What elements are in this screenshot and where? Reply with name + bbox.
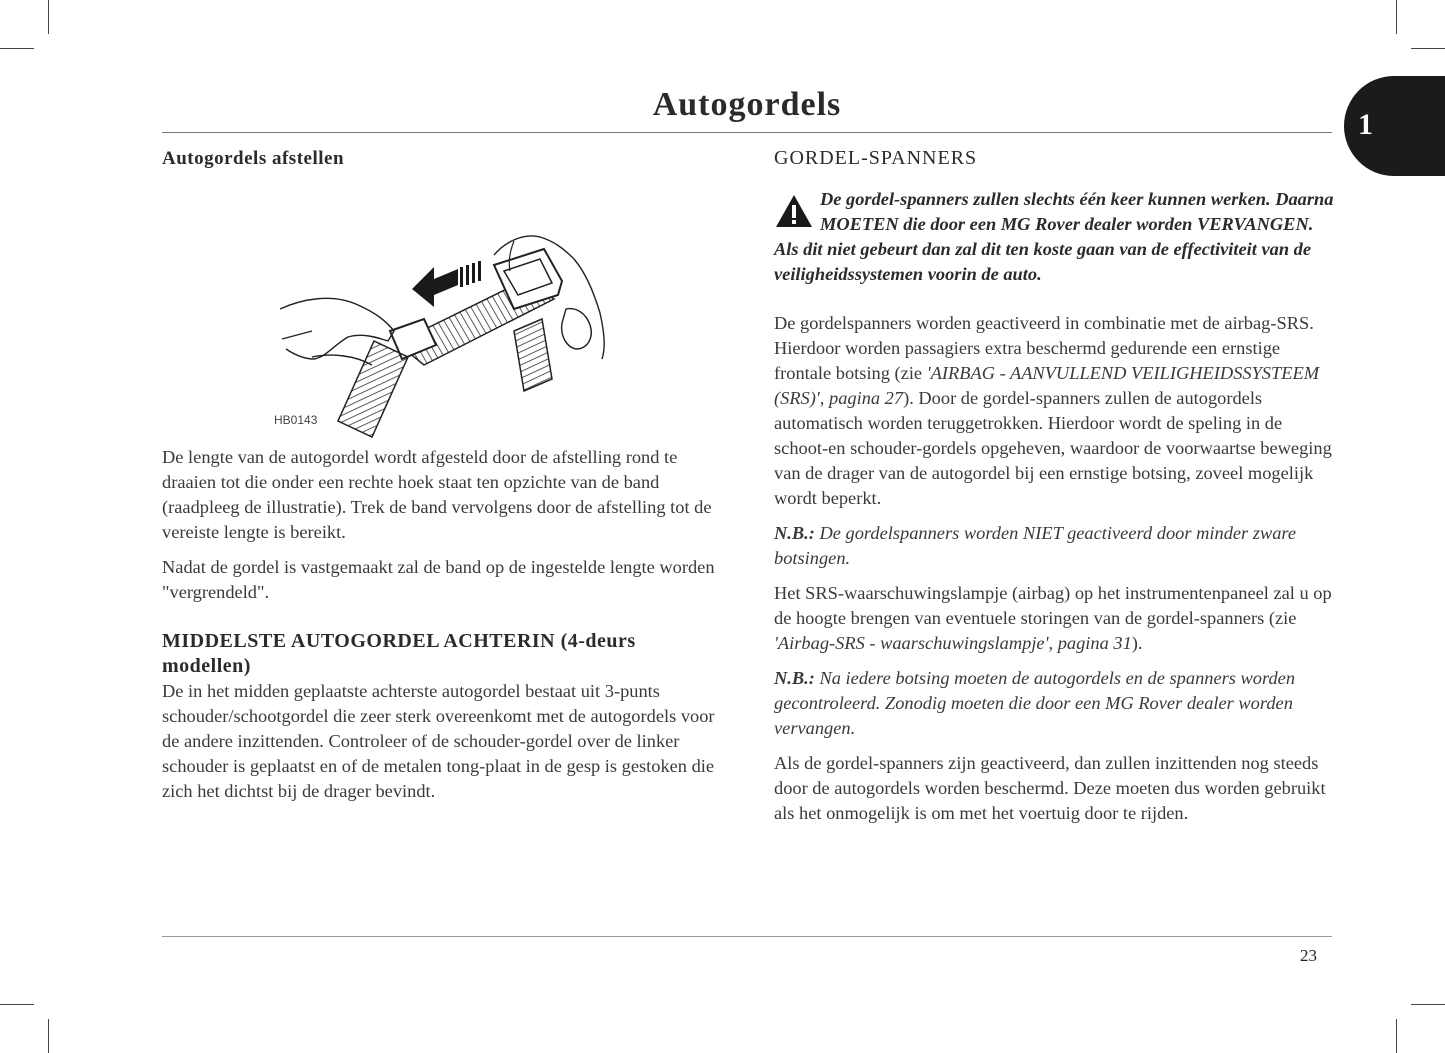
pretensioner-text-start: De gordelspanners worden geactiveerd in combinatie met de airbag-SRS. Hierdoor worden passagiers extra beschermd gedurende een ernstige frontale botsing (zie	[774, 313, 1314, 383]
note-1	[774, 521, 1334, 571]
warning-text: De gordel-spanners zullen slechts één keer kunnen werken. Daarna MOETEN die door een MG Rover dealer worden VERVANGEN. Als dit niet gebeurt dan zal dit ten koste gaan van de effectiviteit van de veiligheidssystemen voorin de auto.	[774, 189, 1334, 284]
note-2	[774, 666, 1334, 741]
chapter-tab	[1344, 76, 1445, 176]
pretensioner-paragraph	[774, 311, 1334, 511]
section-heading-middle-belt: MIDDELSTE AUTOGORDEL ACHTERIN (4-deurs modellen)	[162, 630, 636, 677]
belt-drawing	[162, 181, 718, 439]
title-rule	[162, 132, 1332, 133]
subheading-adjust: Autogordels afstellen	[162, 148, 345, 169]
middle-belt-paragraph: De in het midden geplaatste achterste autogordel bestaat uit 3-punts schouder/schootgordel die zeer sterk overeenkomt met de autogordels voor de andere inzittenden. Controleer of de schouder-gordel over de linker schouder is geplaatst en of de metalen tong-plaat in de gesp is gestoken die zich het dichtst bij de drager bevindt.	[162, 681, 715, 801]
left-column	[162, 146, 718, 804]
warning-block	[774, 187, 1334, 287]
page-number: 23	[1300, 946, 1317, 965]
airbag-reference-link[interactable]: 'AIRBAG - AANVULLEND VEILIGHEIDSSYSTEEM (SRS)', pagina 27	[774, 363, 1320, 408]
section-heading-pretensioners: GORDEL-SPANNERS	[774, 147, 978, 169]
locked-paragraph: Nadat de gordel is vastgemaakt zal de band op de ingestelde lengte worden "vergrendeld".	[162, 557, 715, 602]
activated-paragraph: Als de gordel-spanners zijn geactiveerd, dan zullen inzittenden nog steeds door de autogordels worden beschermd. Deze moeten dus worden gebruikt als het onmogelijk is om met het voertuig door te rijden.	[774, 753, 1326, 823]
warning-lamp-reference-link[interactable]: 'Airbag-SRS - waarschuwingslampje', pagina 31	[774, 633, 1132, 653]
belt-illustration	[162, 181, 718, 439]
chapter-number: 1	[1358, 108, 1373, 141]
crop-mark	[0, 48, 34, 49]
note-label: N.B.:	[774, 668, 815, 688]
crop-mark	[1411, 48, 1445, 49]
right-column	[774, 146, 1334, 826]
note-1-text: De gordelspanners worden NIET geactiveerd door minder zware botsingen.	[774, 523, 1297, 568]
crop-mark	[0, 1004, 34, 1005]
crop-mark	[48, 1019, 49, 1053]
warning-lamp-paragraph	[774, 581, 1334, 656]
crop-mark	[1396, 1019, 1397, 1053]
page-title: Autogordels	[652, 86, 842, 123]
warning-lamp-text-start: Het SRS-waarschuwingslampje (airbag) op het instrumentenpaneel zal u op de hoogte brengen van eventuele storingen van de gordel-spanners (zie	[774, 583, 1332, 628]
crop-mark	[48, 0, 49, 34]
note-2-text: Na iedere botsing moeten de autogordels en de spanners worden gecontroleerd. Zonodig moeten die door een MG Rover dealer worden vervangen.	[774, 668, 1296, 738]
pretensioner-text-end: ). Door de gordel-spanners zullen de autogordels automatisch worden teruggetrokken. Hierdoor wordt de speling in de schoot-en schouder-gordels opgeheven, waardoor de voorwaartse beweging van de drager van de autogordel bij een ernstige botsing, zoveel mogelijk wordt beperkt.	[774, 388, 1332, 508]
warning-lamp-text-end: ).	[1131, 633, 1143, 653]
crop-mark	[1396, 0, 1397, 34]
figure-code: HB0143	[274, 413, 318, 427]
crop-mark	[1411, 1004, 1445, 1005]
adjust-paragraph: De lengte van de autogordel wordt afgesteld door de afstelling rond te draaien tot die onder een rechte hoek staat ten opzichte van de band (raadpleeg de illustratie). Trek de band vervolgens door de afstelling tot de vereiste lengte is bereikt.	[162, 447, 712, 542]
note-label: N.B.:	[774, 523, 815, 543]
warning-triangle-icon	[774, 193, 814, 229]
footer-rule	[162, 936, 1332, 937]
